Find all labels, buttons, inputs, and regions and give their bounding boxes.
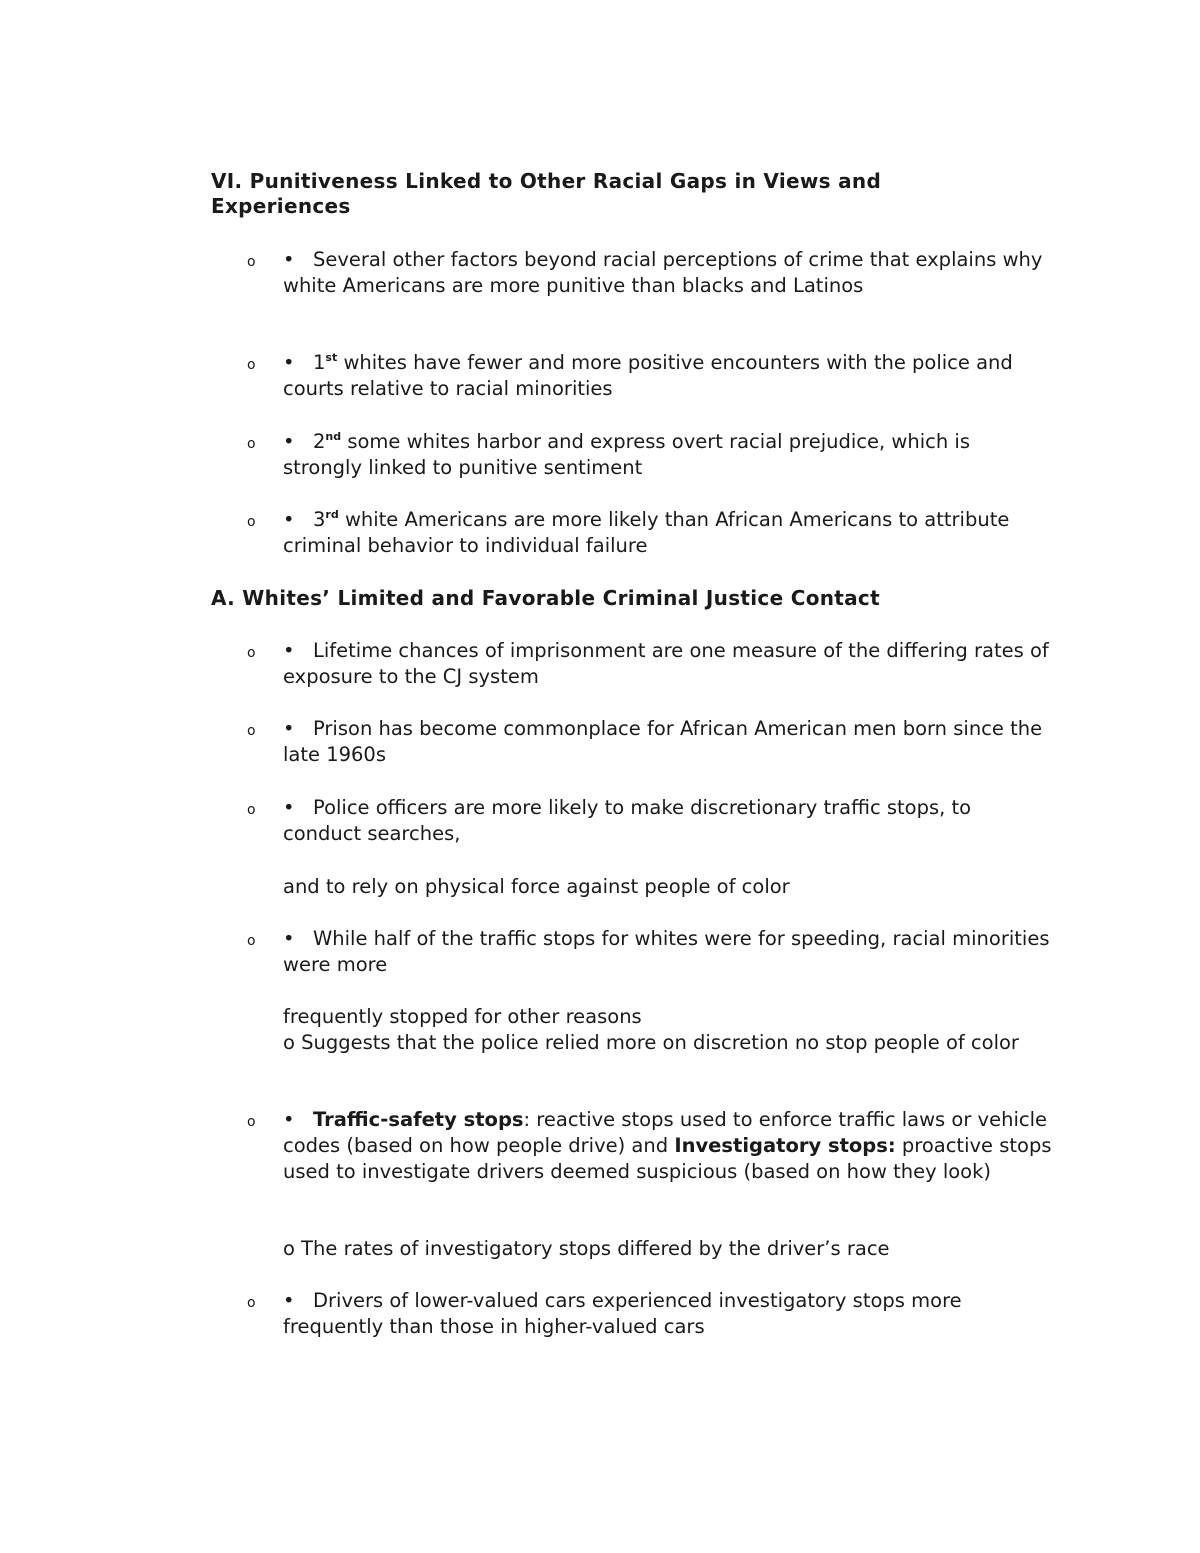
bullet-icon: • [283, 430, 295, 453]
list-item-text: • Several other factors beyond racial perceptions of crime that explains why white Americans are more punitive than blacks and Latinos [283, 248, 1043, 297]
bullet-icon: • [283, 351, 295, 374]
list-item-continuation: frequently stopped for other reasons [283, 1005, 642, 1028]
list-marker: o [247, 933, 256, 949]
section-heading-a: A. Whites’ Limited and Favorable Criminal Justice Contact [211, 586, 880, 610]
list-marker: o [247, 802, 256, 818]
bullet-icon: • [283, 796, 295, 819]
list-item-text: • Drivers of lower-valued cars experienced investigatory stops more frequently than those in higher-valued cars [283, 1289, 962, 1338]
list-marker: o [247, 436, 256, 452]
list-marker: o [247, 357, 256, 373]
section-heading-vi: VI. Punitiveness Linked to Other Racial Gaps in Views and Experiences [211, 169, 882, 218]
list-item-text: • 3rd white Americans are more likely than African Americans to attribute criminal behavior to individual failure [283, 508, 1010, 557]
list-item-text: • 2nd some whites harbor and express overt racial prejudice, which is strongly linked to punitive sentiment [283, 430, 970, 479]
term-traffic-safety-stops: Traffic-safety stops [313, 1108, 524, 1131]
bullet-icon: • [283, 1108, 295, 1131]
list-item-text: • Police officers are more likely to make discretionary traffic stops, to conduct searches, [283, 796, 972, 845]
list-item-text: • Traffic-safety stops: reactive stops used to enforce traffic laws or vehicle codes (based on how people drive) and Investigatory stops: proactive stops used to investigate drivers deemed suspicious (based on how they look) [283, 1108, 1052, 1183]
list-item-text: • While half of the traffic stops for whites were for speeding, racial minorities were more [283, 927, 1050, 976]
bullet-icon: • [283, 639, 295, 662]
list-item-subpoint: o The rates of investigatory stops differed by the driver’s race [283, 1237, 890, 1260]
bullet-icon: • [283, 508, 295, 531]
list-marker: o [247, 1295, 256, 1311]
list-item-subpoint: o Suggests that the police relied more on discretion no stop people of color [283, 1031, 1019, 1054]
term-investigatory-stops: Investigatory stops: [674, 1134, 896, 1157]
bullet-icon: • [283, 248, 295, 271]
list-item-text: • Lifetime chances of imprisonment are one measure of the differing rates of exposure to the CJ system [283, 639, 1049, 688]
list-item-continuation: and to rely on physical force against people of color [283, 875, 790, 898]
list-marker: o [247, 514, 256, 530]
list-marker: o [247, 645, 256, 661]
list-marker: o [247, 254, 256, 270]
list-item-text: • Prison has become commonplace for African American men born since the late 1960s [283, 717, 1043, 766]
bullet-icon: • [283, 717, 295, 740]
bullet-icon: • [283, 927, 295, 950]
list-item-text: • 1st whites have fewer and more positive encounters with the police and courts relative to racial minorities [283, 351, 1013, 400]
bullet-icon: • [283, 1289, 295, 1312]
list-marker: o [247, 1114, 256, 1130]
list-marker: o [247, 723, 256, 739]
